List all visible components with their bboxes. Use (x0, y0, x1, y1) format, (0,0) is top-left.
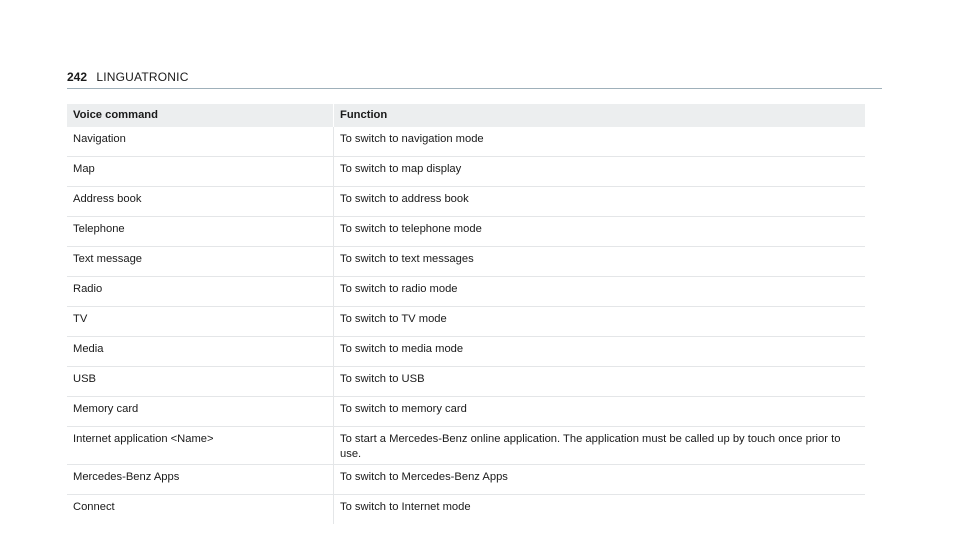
function-cell: To switch to TV mode (334, 307, 866, 337)
table-row (67, 127, 865, 157)
voice-command-cell: Internet application <Name> (67, 427, 334, 465)
voice-command-cell: Memory card (67, 397, 334, 427)
voice-command-cell: USB (67, 367, 334, 397)
function-cell: To switch to Internet mode (340, 501, 471, 513)
function-cell: To switch to text messages (334, 247, 866, 277)
table-row (67, 307, 865, 337)
column-header-function: Function (334, 104, 866, 127)
voice-command-cell: Radio (67, 277, 334, 307)
table-row (67, 495, 865, 525)
function-cell: To switch to Mercedes-Benz Apps (334, 465, 866, 495)
table-row (67, 187, 865, 217)
function-cell: To switch to memory card (334, 397, 866, 427)
table-row (67, 277, 865, 307)
function-cell: To start a Mercedes-Benz online application. The application must be called up by touch once prior to use. (334, 427, 866, 465)
function-cell: To switch to map display (334, 157, 866, 187)
function-cell: To switch to radio mode (334, 277, 866, 307)
table-body (67, 127, 865, 524)
voice-command-cell: Media (67, 337, 334, 367)
voice-command-cell: Map (67, 157, 334, 187)
table-row (67, 157, 865, 187)
function-cell: To switch to USB (334, 367, 866, 397)
table-row (67, 427, 865, 465)
function-cell: To switch to navigation mode (334, 127, 866, 157)
voice-command-cell: Mercedes-Benz Apps (67, 465, 334, 495)
page-header (67, 70, 882, 89)
voice-command-cell: Text message (67, 247, 334, 277)
table-row (67, 217, 865, 247)
function-cell: To switch to address book (334, 187, 866, 217)
table-row (67, 367, 865, 397)
table-header-row (67, 104, 865, 127)
voice-command-cell: Navigation (67, 127, 334, 157)
page-number: 242 (67, 70, 88, 84)
voice-command-table (67, 104, 865, 524)
section-title: LINGUATRONIC (96, 70, 189, 84)
column-header-voice-command: Voice command (67, 104, 334, 127)
function-cell: To switch to telephone mode (334, 217, 866, 247)
voice-command-cell: TV (67, 307, 334, 337)
function-cell: To switch to media mode (334, 337, 866, 367)
voice-command-cell: Telephone (67, 217, 334, 247)
table-row (67, 337, 865, 367)
voice-command-cell: Address book (67, 187, 334, 217)
voice-command-cell: Connect (67, 495, 334, 525)
table-row (67, 397, 865, 427)
table-row (67, 247, 865, 277)
table-row (67, 465, 865, 495)
